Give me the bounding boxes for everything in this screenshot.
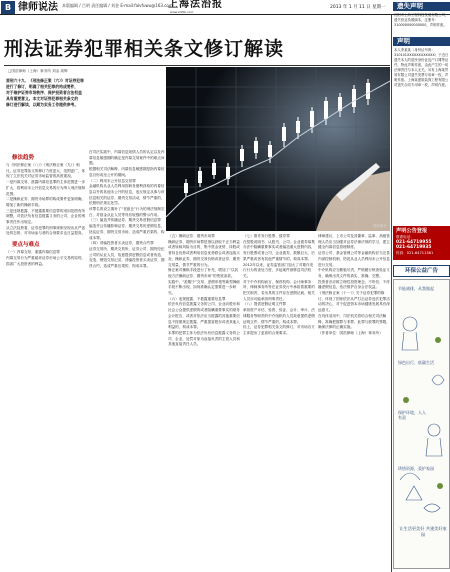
article-column-5 — [318, 234, 390, 568]
stock-chart-photo-graphic — [166, 67, 390, 231]
contact-title: 声明公告登报 — [396, 228, 428, 234]
body-paragraph: 投资者亦应树立理性投资理念，不听信、不传播虚假信息，依法维护自身合法权益。 — [318, 279, 390, 290]
issue-date: 2013 年 1 月 11 日 星期一 — [330, 5, 386, 10]
body-paragraph: 从立法趋势看，证券犯罪的刑事规制呈现出从严惩处的态势，对市场参与者的合规要求也日益提高。 — [6, 225, 86, 236]
editor-credits: 本版编辑 / 吕明 责任编辑 / 刘金 E-mail:falvfuwu@163.com — [62, 3, 173, 8]
body-paragraph: 承担资产评估、验资、验证、会计、审计、法律服务等职责的中介组织的人员故意提供虚假证明文件，情节严重的，构成本罪。 — [243, 308, 315, 324]
ad-contact-box — [393, 226, 450, 260]
public-service-ad — [393, 279, 450, 569]
ad-bottom-slogan: 让生活更美好 共建美好家园 — [399, 526, 447, 537]
lead-line: 修订进行解读，以期为实务工作提供参考。 — [6, 102, 79, 107]
body-paragraph: 依法负有信息披露义务的公司、企业向股东和社会公众提供虚假的或者隐瞒重要事实的财务会计报告，或者对依法应当披露的其他重要信息不按照规定披露，严重损害股东或者其他人利益的，构成本罪。 — [168, 302, 240, 330]
body-paragraph: （五）操纵证券、期货市场罪 — [168, 234, 215, 238]
body-paragraph: 在具体适用中，司法机关将结合相关司法解释，准确把握罪与非罪、此罪与彼罪的界限，确保法律的正确实施。 — [318, 313, 390, 330]
body-paragraph: 2012年以来，证券监管部门加大了对欺诈发行行为的查处力度，多起案件被移送司法机关。 — [243, 262, 314, 278]
body-paragraph: 对于中介机构而言，保荐机构、会计师事务所、律师事务所等在证券发行中承担着重要的把关职责，若出具的文件存在虚假记载，相关人员亦可能承担刑事责任。 — [243, 279, 315, 301]
article-column-1 — [6, 150, 86, 568]
contact-phone: 021-64719955 — [396, 240, 432, 246]
body-paragraph: 操纵证券、期货市场罪是指以获取不正当利益或者转嫁风险为目的，集中资金优势、持股或者持仓优势或者利用信息优势联合或者连续买卖，操纵证券、期货交易价格或者证券、期货交易量，情节严重的行为。 — [168, 239, 240, 267]
page-number-badge: B — [1, 1, 15, 14]
newspaper-site: www.shfzb.com — [170, 10, 194, 14]
body-paragraph: 综上，证券犯罪相关条文的修订，对市场各方主体提出了更高的合规要求。 — [243, 325, 315, 335]
page-header — [0, 0, 450, 15]
body-paragraph: 内幕交易行为严重破坏证券市场公平交易的原则，损害广大投资者的利益。 — [6, 255, 86, 266]
body-paragraph: 一是内幕交易、泄露内幕信息罪的主体范围进一步扩大，将利用未公开信息交易的行为纳入刑法规制范围。 — [6, 180, 86, 196]
body-paragraph: （八）提供虚假证明文件罪 — [243, 302, 287, 307]
body-paragraph: （六）违规披露、不披露重要信息罪 — [168, 296, 226, 301]
public-service-ad-title: 环保公益广告 — [393, 265, 450, 277]
lead-line: 具有重要意义。本文对证券犯罪相关条文的 — [6, 96, 79, 101]
lead-line: 对于维护证券市场秩序、保护投资者合法权益 — [6, 90, 82, 95]
contact-phone: 021-64719935 — [396, 245, 432, 251]
section-heading-trends: 修法趋势 — [12, 155, 35, 161]
contact-line: 联系电话： — [396, 235, 414, 239]
declaration-text: 本人李某某（身份证号码：310101XXXXXXXXXXXX）于近日遗失本人的居民身份证及户口簿等证件，特此声明作废，由此产生的一切法律责任与本人无关。另有上海某贸易有限公司遗失发票专用章一枚，声明作废。上海某建筑装饰工程有限公司遗失合同专用章一枚，声明作废。 — [394, 48, 449, 87]
body-paragraph: 二是操纵证券、期货市场罪的构成要件更加明确，增加了新的操纵手段。 — [6, 197, 86, 207]
body-paragraph: 编造并且传播影响证券、期货交易的虚假信息，扰乱证券、期货交易市场，造成严重后果的，构成本罪。 — [89, 224, 165, 240]
article-byline: □国浩律师（上海）事务所 刘金 周辉 — [8, 69, 68, 73]
body-paragraph: （四）诱骗投资者买卖证券、期货合约罪 — [89, 241, 154, 246]
lead-line: 进行了修订，明确了相关犯罪的构成要件， — [6, 84, 79, 89]
ad-slogan: 节能减排，从我做起 — [398, 286, 434, 291]
article-column-4 — [243, 234, 315, 568]
body-paragraph: 根据相关司法解释，内幕信息敏感期是指内幕信息自形成至公开的期间。 — [89, 167, 165, 177]
declaration-title: 声明 — [393, 37, 450, 46]
body-paragraph: 证券交易所、期货交易所、证券公司、期货经纪公司的从业人员，故意提供虚假信息或者伪造、变造、销毁交易记录，诱骗投资者买卖证券、期货合约，造成严重后果的，构成本罪。 — [89, 246, 165, 269]
stock-chart-photo — [166, 67, 390, 231]
body-paragraph: （三）编造并传播证券、期货交易虚假信息罪 — [89, 218, 161, 223]
article-column-3 — [168, 234, 240, 568]
body-paragraph: 本罪的犯罪主体为依法负有信息披露义务的公司、企业，处罚对象为直接负责的主管人员和其他直接责任人员。 — [168, 330, 240, 347]
lead-line: 原刑六十九、《刑法修正案（六）》对证券犯罪 — [6, 78, 84, 83]
photo-credit: 资料图片 — [373, 224, 387, 228]
body-paragraph: 在司法实践中，内幕信息知情人员的认定以及内幕信息敏感期的确定是内幕交易案件中的难点问题。 — [89, 150, 165, 166]
lost-notice-text: 沈阳市上海工程科技发展有限公司，遗失营业执照副本，注册号：310000000000000，声明作废。 — [394, 13, 449, 27]
body-paragraph: 三是违规披露、不披露重要信息罪的适用范围有所调整，对依法负有信息披露义务的公司、企业的刑事责任作出规定。 — [6, 208, 86, 225]
body-paragraph: 修正案对操纵手段进行了补充，增加了“以其他方法操纵证券、期货市场”的兜底条款。 — [168, 268, 239, 278]
body-paragraph: 《刑法修正案（十一）》关于证券犯罪的修订，体现了国家依法从严打击证券违法犯罪活动的决心，对于促进资本市场健康发展具有深远意义。 — [318, 291, 390, 313]
body-paragraph: 在招股说明书、认股书、公司、企业债券募集办法中隐瞒重要事实或者编造重大虚假内容，发行股票或者公司、企业债券，数额巨大、后果严重或者有其他严重情节的，构成本罪。 — [243, 239, 315, 261]
sidebar-divider — [391, 15, 392, 572]
article-column-2 — [89, 150, 165, 568]
body-paragraph: （一）内幕交易、泄露内幕信息罪 — [6, 250, 60, 255]
body-paragraph: （七）欺诈发行股票、债券罪 — [243, 234, 290, 238]
newspaper-masthead: 上海法治报 — [168, 0, 223, 10]
body-paragraph: 实践中，“抢帽子”交易、虚假申报等新型操纵手段不断出现，如何准确认定需要进一步研究。 — [168, 279, 240, 296]
lost-notice-title: 遗失声明 — [393, 2, 450, 11]
ad-slogan: 珍惜资源，爱护家园 — [398, 466, 434, 471]
headline-divider — [4, 65, 390, 66]
body-paragraph: （作者单位：国浩律师（上海）事务所） — [318, 330, 383, 335]
section-heading-key-points: 要点与难点 — [12, 242, 40, 249]
contact-fax: 传真：021-64711361 — [396, 250, 434, 255]
body-paragraph: 证券公司、基金管理公司等金融机构应当完善内部控制机制，防范从业人员利用未公开信息进行交易。 — [318, 251, 390, 267]
body-paragraph: 金融机构从业人员利用因职务便利获取的内幕信息以外的其他未公开的信息，违反规定从事与该信息相关的证券、期货交易活动，情节严重的，依照刑法规定处罚。 — [89, 184, 165, 206]
article-headline: 刑法证券犯罪相关条文修订解读 — [4, 38, 285, 60]
body-paragraph: 中介机构应当勤勉尽责，严格履行核查验证义务，确保出具文件的真实、准确、完整。 — [318, 268, 390, 278]
section-title: 律师说法 — [18, 2, 58, 13]
body-paragraph: 律师建议，上市公司及其董事、监事、高级管理人员应当加强对证券法律法规的学习，建立健全内幕信息管理制度。 — [318, 234, 390, 250]
body-paragraph: 该罪名的设立填补了“老鼠仓”行为的刑法规制空白，对基金从业人员等具有较强的警示作用。 — [89, 207, 165, 217]
ad-slogan: 保护环境，人人有责 — [398, 410, 426, 420]
body-paragraph: （二）利用未公开信息交易罪 — [89, 178, 136, 183]
body-paragraph: 与《刑法修正案（八）》《刑法修正案（九）》相比，证券犯罪条文的修订力度更大，范围更广，体现了立法机关对证券市场监管的高度重视。 — [6, 163, 86, 179]
ad-slogan: 绿色出行，低碳生活 — [398, 360, 434, 365]
